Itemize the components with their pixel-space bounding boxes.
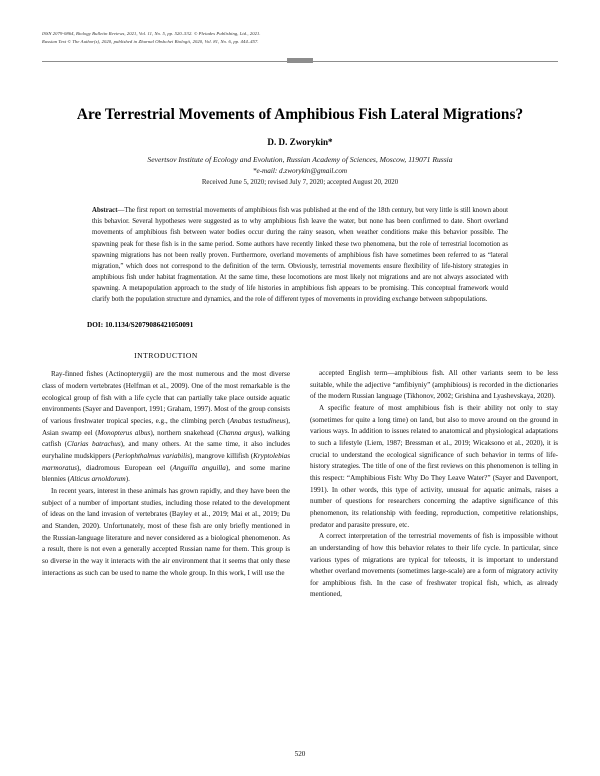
- abstract-label: Abstract: [92, 207, 118, 215]
- body-paragraph: [42, 486, 290, 579]
- doi: DOI: 10.1134/S2079086421050091: [87, 321, 194, 330]
- author-list: D. D. Zworykin*: [267, 137, 333, 148]
- text-run: A specific feature of most amphibious fish is their ability not only to stay (sometimes for quite a long time) on land, but also to move around on the ground in various ways. In addition to issues related to anatomical and physiological adaptations to such a lifestyle (Liem, 1987; Bressman et al., 2019; Wicaksono et al., 2020), it is crucial to understand the ecological significance of such behavior in terms of life-history strategies. The title of one of the first reviews on this phenomenon is telling in this respect: “Amphibious Fish: Why Do They Leave Water?” (Sayer and Davenport, 1991). In other words, this type of activity, unusual for aquatic animals, raises a number of questions for researchers concerning the adaptive significance of this phenomenon, its relationship with feeding, reproduction, competitive relationships, predator and parasite pressure, etc.: [310, 403, 558, 529]
- section-heading-introduction: INTRODUCTION: [134, 351, 198, 361]
- text-run: ), diadromous European eel (: [76, 463, 173, 472]
- species-name: Anabas testudineus: [229, 417, 286, 426]
- page-number: 520: [294, 750, 306, 758]
- submission-dates: Received June 5, 2020; revised July 7, 2020; accepted August 20, 2020: [201, 179, 399, 187]
- species-name: Kryptolebias marmoratus: [42, 452, 291, 472]
- body-columns: [42, 351, 558, 601]
- journal-header: [42, 30, 558, 45]
- species-name: Channa argus: [218, 428, 261, 437]
- species-name: Monopterus albus: [97, 428, 151, 437]
- author-email: *e-mail: d.zworykin@gmail.com: [252, 167, 348, 176]
- affiliation: Severtsov Institute of Ecology and Evolution, Russian Academy of Sciences, Moscow, 119071 Russia: [147, 155, 453, 165]
- text-run: ).: [125, 475, 130, 484]
- text-run: ), Asian swamp eel (: [42, 417, 290, 437]
- header-rule-tab: [287, 58, 313, 63]
- text-run: In recent years, interest in these animals has grown rapidly, and they have been the subject of a number of important studies, including those related to the development of ideas on the land invasion of vertebrates (Bayley et al., 2019; Mai et al., 2019; Du and Standen, 2020). Unfortunately, most of these fish are only briefly mentioned in the Russian-language literature and never considered as a biological phenomenon. As a result, there is not even a generally accepted Russian name for them. This group is so diverse in the way it interacts with the air environment that it seems that only these interactions as such can be used to name the whole group. In this work, I will use the: [42, 486, 290, 577]
- text-run: ), walking catfish (: [42, 428, 291, 449]
- right-column-paragraphs: [310, 368, 558, 601]
- abstract: [92, 205, 508, 305]
- body-paragraph: [310, 403, 558, 531]
- abstract-text: The first report on terrestrial movements of amphibious fish was published at the end of the 18th century, but very little is still known about this behavior. Several hypotheses were suggested as to why amphibious fish leave the water, but none has been confirmed to date. Short overland movements of amphibious fish between water bodies occur during the rainy season, when weather conditions make this behavior possible. The spawning peak for these fish is in the same period. Some authors have recently linked these two phenomena, but the role of terrestrial locomotion as spawning migrations has not been really proven. Furthermore, overland movements of amphibious fish have sometimes been referred to as “lateral migration,” which does not correspond to the definition of the term. Obviously, terrestrial movements ensure flexibility of life-history strategies in amphibious fish under habitat fragmentation. At the same time, these locomotions are most likely not migrations and are not always associated with spawning. A metapopulation approach to the study of life histories in amphibious fish appears to be promising. This conceptual framework would clarify both the population structure and dynamics, and the role of different types of movements in providing exchange between subpopulations.: [92, 207, 508, 304]
- species-name: Anguilla anguilla: [172, 463, 226, 472]
- text-run: accepted English term—amphibious fish. All other variants seem to be less suitable, while the adjective “amfibiyniy” (amphibious) is recorded in the dictionaries of the modern Russian language (Tikhonov, 2002; Grishina and Lyashevskaya, 2020).: [310, 369, 558, 401]
- header-rule: [42, 58, 558, 68]
- left-column-paragraphs: [42, 369, 290, 579]
- abstract-dash: —: [117, 207, 125, 215]
- page-title: Are Terrestrial Movements of Amphibious Fish Lateral Migrations?: [76, 106, 524, 124]
- text-run: Ray-finned fishes (Actinopterygii) are the most numerous and the most diverse class of modern vertebrates (Helfman et al., 2009). One of the most remarkable is the ecological group of fish with a life cycle that can partially take place outside aquatic environments (Sayer and Davenport, 1991; Graham, 1997). Most of the group consists of various freshwater tropical species, e.g., the climbing perch (: [42, 370, 290, 426]
- species-name: Alticus arnoldorum: [69, 475, 126, 484]
- body-paragraph: [310, 368, 558, 403]
- text-run: ), northern snakehead (: [150, 428, 219, 437]
- body-paragraph: [310, 531, 558, 601]
- species-name: Clarias batrachus: [67, 440, 121, 449]
- text-run: ), mangrove killifish (: [189, 452, 254, 461]
- right-column: [310, 351, 558, 601]
- left-column: [42, 351, 290, 601]
- right-column-spacer: [310, 351, 558, 368]
- species-name: Periophthalmus variabilis: [114, 452, 190, 461]
- text-run: ), and many others. At the same time, it also includes euryhaline mudskippers (: [42, 440, 291, 461]
- text-run: ), and some marine blennies (: [42, 463, 290, 484]
- journal-header-line-1: ISSN 2079-0864, Biology Bulletin Reviews, 2021, Vol. 11, No. 5, pp. 520–532. © Pleiades Publishing, Ltd., 2021.: [42, 31, 261, 36]
- journal-header-line-2: Russian Text © The Author(s), 2020, published in Zhurnal Obshchei Biologii, 2020, Vol. 81, No. 6, pp. 444–457.: [42, 38, 259, 44]
- text-run: A correct interpretation of the terrestrial movements of fish is impossible without an understanding of how this behavior relates to their life cycle. In particular, since various types of migrations are typical for teleosts, it is important to understand whether overland movements (sometimes large-scale) are a form of migratory activity for amphibious fish. In the case of freshwater tropical fish, which, as already mentioned,: [310, 532, 558, 599]
- body-paragraph: [42, 369, 290, 486]
